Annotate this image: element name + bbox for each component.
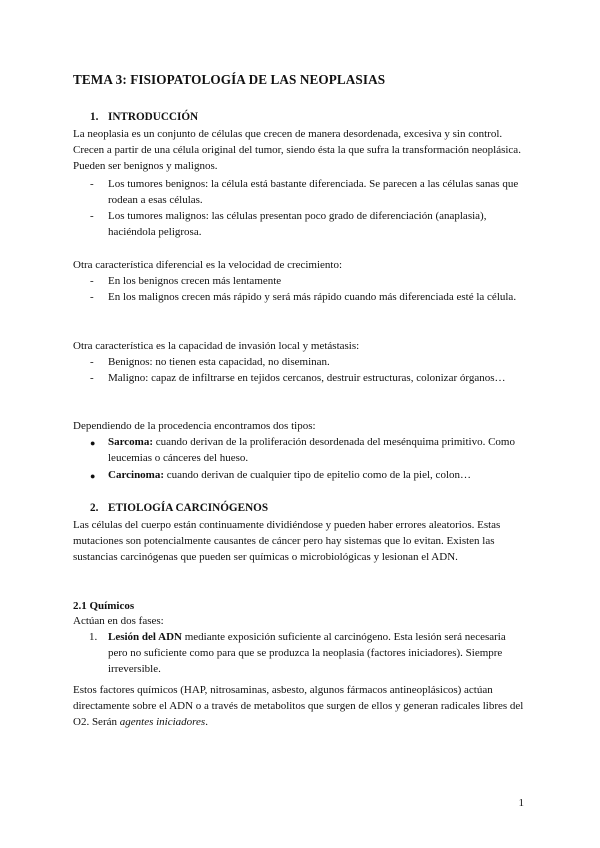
list-item — [90, 370, 528, 386]
dash-marker: - — [90, 178, 94, 190]
list-item — [90, 208, 528, 240]
closing-paragraph — [73, 682, 533, 730]
list-item — [90, 289, 528, 305]
bullet-marker: ● — [90, 471, 96, 481]
list-item-text: Maligno: capaz de infiltrarse en tejidos cercanos, destruir estructuras, colonizar órganos… — [108, 372, 506, 384]
document-title: TEMA 3: FISIOPATOLOGÍA DE LAS NEOPLASIAS — [73, 72, 386, 87]
section-1-title: INTRODUCCIÓN — [108, 111, 199, 123]
dash-marker: - — [90, 356, 94, 368]
list-item — [90, 176, 528, 208]
numbered-item — [89, 629, 528, 677]
list-item-text: cuando derivan de la proliferación desordenada del mesénquima primitivo. Como leucemias o cánceres del hueso. — [108, 436, 515, 465]
term-carcinoma: Carcinoma: — [108, 469, 165, 481]
list-item-text: cuando derivan de cualquier tipo de epitelio como de la piel, colon… — [164, 469, 471, 481]
term-sarcoma: Sarcoma: — [108, 436, 154, 448]
list-item-text: Benignos: no tienen esta capacidad, no diseminan. — [108, 356, 330, 368]
list-item — [90, 434, 528, 466]
item-number: 1. — [89, 631, 98, 643]
intro-paragraph: La neoplasia es un conjunto de células que crecen de manera desordenada, excesiva y sin control. Crecen a partir de una célula original del tumor, siendo ésta la que sufra la transformación neoplásica. Pueden ser benignos y malignos. — [73, 128, 521, 173]
closing-emphasis: agentes iniciadores — [119, 716, 206, 729]
dash-marker: - — [90, 372, 94, 384]
section-2-heading — [90, 502, 268, 514]
list-item-text: Los tumores benignos: la célula está bastante diferenciada. Se parecen a las células sanas que rodean a esas células. — [108, 178, 519, 207]
section-2-number: 2. — [90, 502, 99, 514]
dash-marker: - — [90, 291, 94, 303]
term-dna-lesion: Lesión del ADN — [108, 631, 182, 643]
numbered-item-text: mediante exposición suficiente al carcinógeno. Esta lesión será necesaria pero no suficiente como para que se produzca la neoplasia (factores iniciadores). Siempre irreversible. — [108, 631, 506, 676]
section-1-number: 1. — [90, 111, 99, 123]
list-item — [90, 273, 528, 289]
list-item — [90, 354, 528, 370]
closing-text: Estos factores químicos (HAP, nitrosaminas, asbesto, algunos fármacos antineoplásicos) actúan directamente sobre el ADN o a través de metabolitos que surgen de ellos y generan radicales libres del O2. Serán — [73, 684, 524, 729]
etiology-paragraph: Las células del cuerpo están continuamente dividiéndose y pueden haber errores aleatorios. Estas mutaciones son potencialmente causantes de cáncer pero hay sistemas que lo evitan. Existen las sustancias carcinógenas que pueden ser químicas o microbiológicas y lesionan el ADN. — [73, 519, 501, 564]
growth-intro: Otra característica diferencial es la velocidad de crecimiento: — [73, 259, 343, 271]
list-item — [90, 467, 528, 483]
list-item-text: En los benignos crecen más lentamente — [108, 275, 282, 287]
dash-marker: - — [90, 210, 94, 222]
origin-intro: Dependiendo de la procedencia encontramos dos tipos: — [73, 420, 316, 432]
list-item-text: Los tumores malignos: las células presentan poco grado de diferenciación (anaplasia), haciéndola peligrosa. — [108, 210, 487, 239]
section-2-title: ETIOLOGÍA CARCINÓGENOS — [108, 502, 269, 514]
page-number: 1 — [518, 797, 524, 809]
subsection-heading: 2.1 Químicos — [73, 600, 135, 612]
invasion-intro: Otra característica es la capacidad de invasión local y metástasis: — [73, 340, 360, 352]
closing-end: . — [205, 716, 208, 729]
list-item-text: En los malignos crecen más rápido y será más rápido cuando más diferenciada esté la célula. — [108, 291, 517, 303]
phases-intro: Actúan en dos fases: — [73, 615, 164, 627]
bullet-marker: ● — [90, 438, 96, 448]
section-1-heading — [90, 111, 198, 123]
dash-marker: - — [90, 275, 94, 287]
